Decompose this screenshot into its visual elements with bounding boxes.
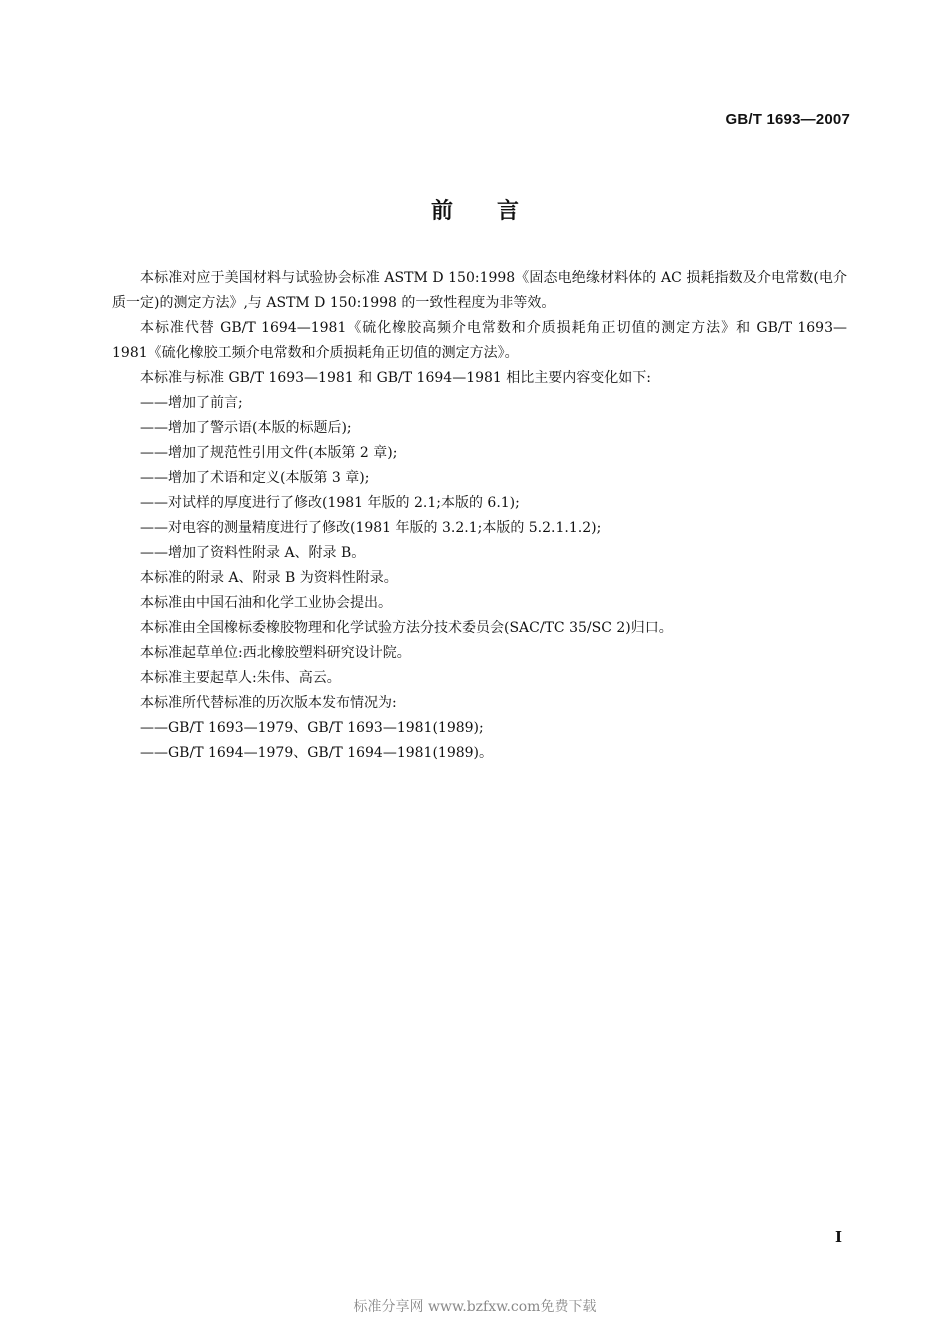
- list-item: ——增加了前言;: [140, 395, 243, 411]
- paragraph-committee: 本标准由全国橡标委橡胶物理和化学试验方法分技术委员会(SAC/TC 35/SC 2)归口。: [140, 620, 673, 636]
- list-item: ——对电容的测量精度进行了修改(1981 年版的 3.2.1;本版的 5.2.1.1.2);: [140, 520, 602, 536]
- paragraph-changes-intro: 本标准与标准 GB/T 1693—1981 和 GB/T 1694—1981 相比主要内容变化如下:: [140, 370, 651, 386]
- list-item: ——增加了警示语(本版的标题后);: [140, 420, 352, 436]
- list-item: ——GB/T 1694—1979、GB/T 1694—1981(1989)。: [140, 745, 494, 761]
- list-item: ——增加了术语和定义(本版第 3 章);: [140, 470, 370, 486]
- paragraph-drafting-unit: 本标准起草单位:西北橡胶塑料研究设计院。: [140, 645, 411, 661]
- paragraph-proposer: 本标准由中国石油和化学工业协会提出。: [140, 595, 392, 611]
- footer-watermark: 标准分享网 www.bzfxw.com免费下载: [353, 1299, 597, 1315]
- paragraph-correspondence: 本标准对应于美国材料与试验协会标准 ASTM D 150:1998《固态电绝缘材料体的 AC 损耗指数及介电常数(电介质一定)的测定方法》,与 ASTM D 150:1998 的一致性程度为非等效。: [112, 270, 847, 311]
- page-title: 前言: [430, 199, 563, 224]
- paragraph-annex: 本标准的附录 A、附录 B 为资料性附录。: [140, 570, 398, 586]
- standard-code: GB/T 1693—2007: [725, 111, 850, 128]
- list-item: ——增加了规范性引用文件(本版第 2 章);: [140, 445, 398, 461]
- document-body: [112, 266, 847, 766]
- paragraph-history-intro: 本标准所代替标准的历次版本发布情况为:: [140, 695, 397, 711]
- page-number: I: [834, 1228, 842, 1246]
- list-item: ——对试样的厚度进行了修改(1981 年版的 2.1;本版的 6.1);: [140, 495, 520, 511]
- list-item: ——增加了资料性附录 A、附录 B。: [140, 545, 366, 561]
- list-item: ——GB/T 1693—1979、GB/T 1693—1981(1989);: [140, 720, 484, 736]
- paragraph-drafters: 本标准主要起草人:朱伟、高云。: [140, 670, 341, 686]
- paragraph-replaces: 本标准代替 GB/T 1694—1981《硫化橡胶高频介电常数和介质损耗角正切值的测定方法》和 GB/T 1693—1981《硫化橡胶工频介电常数和介质损耗角正切值的测定方法》。: [112, 320, 847, 361]
